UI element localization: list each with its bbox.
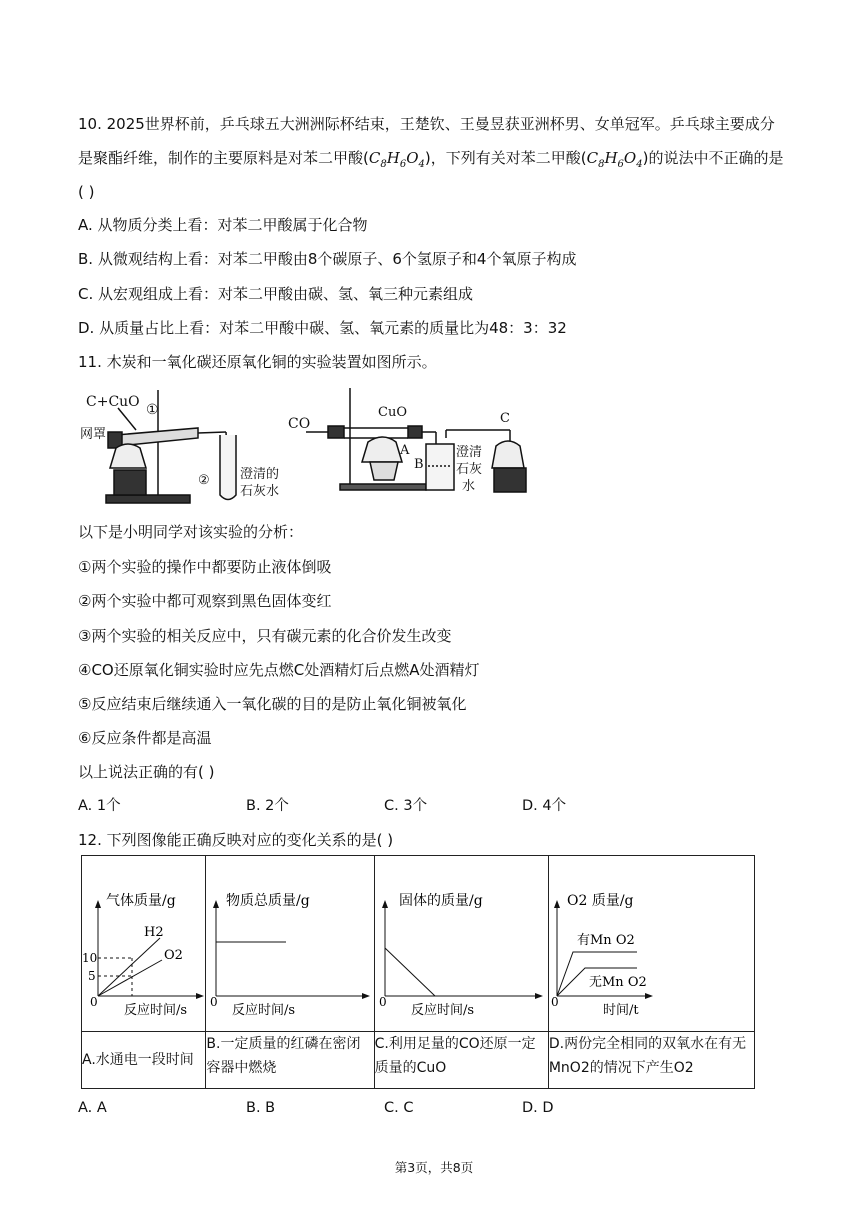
label-lime-b: 石灰 [456,462,483,477]
origin-label: 0 [378,995,387,1009]
q12-option-a: A. A [78,1100,107,1116]
x-axis-label: 反应时间/s [124,1003,188,1018]
label-b: B [414,457,424,472]
label-circle-1: ① [146,402,159,418]
q12-option-d: D. D [522,1100,554,1116]
series-label-o2: O2 [164,948,183,963]
label-lime-a: 澄清 [456,445,483,460]
series-line-h2 [98,938,160,996]
q11-statement: ③两个实验的相关反应中，只有碳元素的化合价发生改变 [78,627,452,645]
q11-statement: ⑥反应条件都是高温 [78,729,212,747]
series-label-h2: H2 [144,925,164,940]
x-axis-label: 反应时间/s [232,1003,296,1018]
q12-option-b: B. B [246,1100,276,1116]
label-cuo: CuO [378,405,407,420]
series-label-with-mno2: 有Mn O2 [576,933,635,948]
q10-stem-line2: 是聚酯纤维，制作的主要原料是对苯二甲酸$(C_8H_6O_4)$，下列有关对苯二甲酸$(C_8H_6O_4)$的说法中不正确的是 [78,149,784,170]
graph-b [206,856,374,1029]
label-lime-c: 水 [462,479,476,494]
origin-label: 0 [90,995,98,1009]
x-axis-label: 时间/t [602,1003,639,1018]
tick-label-10: 10 [82,951,98,965]
q12-stem: 12. 下列图像能正确反映对应的变化关系的是( ) [78,831,394,849]
label-c: C [500,411,510,426]
q11-statement: ④CO还原氧化铜实验时应先点燃C处酒精灯后点燃A处酒精灯 [78,661,480,679]
origin-label: 0 [210,995,219,1009]
origin-label: 0 [550,995,559,1009]
page-footer: 第3页，共8页 [394,1160,474,1175]
q11-option-c: C. 3个 [384,798,428,814]
q10-option-d: D. 从质量占比上看：对苯二甲酸中碳、氢、氧元素的质量比为48：3：32 [78,319,567,337]
caption-b: B.一定质量的红磷在密闭容器中燃烧 [206,1032,374,1089]
q11-statement: ①两个实验的操作中都要防止液体倒吸 [78,558,332,576]
label-limewater-2: 石灰水 [240,484,280,499]
q10-option-b: B. 从微观结构上看：对苯二甲酸由8个碳原子、6个氢原子和4个氧原子构成 [78,250,577,268]
graph-cell-c [374,856,548,1032]
y-axis-label: 物质总质量/g [226,893,311,909]
label-c-cuo: C+CuO [86,394,140,410]
y-axis-label: 固体的质量/g [398,893,483,909]
graph-cell-a [82,856,206,1032]
label-a: A [400,443,410,458]
charcoal-reduction-apparatus [80,390,279,503]
label-circle-2: ② [198,473,210,488]
q12-option-c: C. C [384,1100,414,1116]
q11-stem: 11. 木炭和一氧化碳还原氧化铜的实验装置如图所示。 [78,353,437,371]
q11-intro: 以下是小明同学对该实验的分析： [78,523,304,541]
tick-label-5: 5 [88,969,96,983]
q10-stem-line1: 10. 2025世界杯前，乒乓球五大洲洲际杯结束，王楚钦、王曼昱获亚洲杯男、女单冠军。乒乓球主要成分 [78,115,775,133]
label-co: CO [288,416,311,432]
formula: $C_8H_6O_4$ [368,149,425,170]
y-axis-label: 气体质量/g [106,893,176,909]
co-reduction-apparatus [288,388,526,494]
q11-statement: ⑤反应结束后继续通入一氧化碳的目的是防止氧化铜被氧化 [78,695,467,713]
q11-option-b: B. 2个 [246,798,289,814]
experiment-apparatus-figure [78,380,598,510]
graph-c [375,856,549,1029]
caption-c: C.利用足量的CO还原一定质量的CuO [374,1032,548,1089]
y-axis-label: O2 质量/g [566,893,634,909]
formula: $C_8H_6O_4$ [586,149,643,170]
q11-statement: ②两个实验中都可观察到黑色固体变红 [78,592,332,610]
graph-cell-b [206,856,374,1032]
decreasing-line [385,948,435,996]
q11-option-a: A. 1个 [78,798,121,814]
graph-a [82,856,206,1029]
q11-question: 以上说法正确的有( ) [78,763,215,781]
graph-options-table [81,855,755,1089]
label-limewater-1: 澄清的 [240,467,280,482]
caption-d: D.两份完全相同的双氧水在有无MnO2的情况下产生O2 [548,1032,754,1089]
q11-option-d: D. 4个 [522,798,567,814]
q10-option-c: C. 从宏观组成上看：对苯二甲酸由碳、氢、氧三种元素组成 [78,285,474,303]
x-axis-label: 反应时间/s [410,1003,474,1018]
caption-a: A.水通电一段时间 [82,1032,206,1089]
q10-answer-paren: ( ) [78,183,95,201]
graph-d [549,856,755,1029]
graph-cell-d [548,856,754,1032]
q10-option-a: A. 从物质分类上看：对苯二甲酸属于化合物 [78,216,368,234]
series-label-without-mno2: 无Mn O2 [588,975,647,990]
label-wire-mesh: 网罩 [80,427,107,442]
